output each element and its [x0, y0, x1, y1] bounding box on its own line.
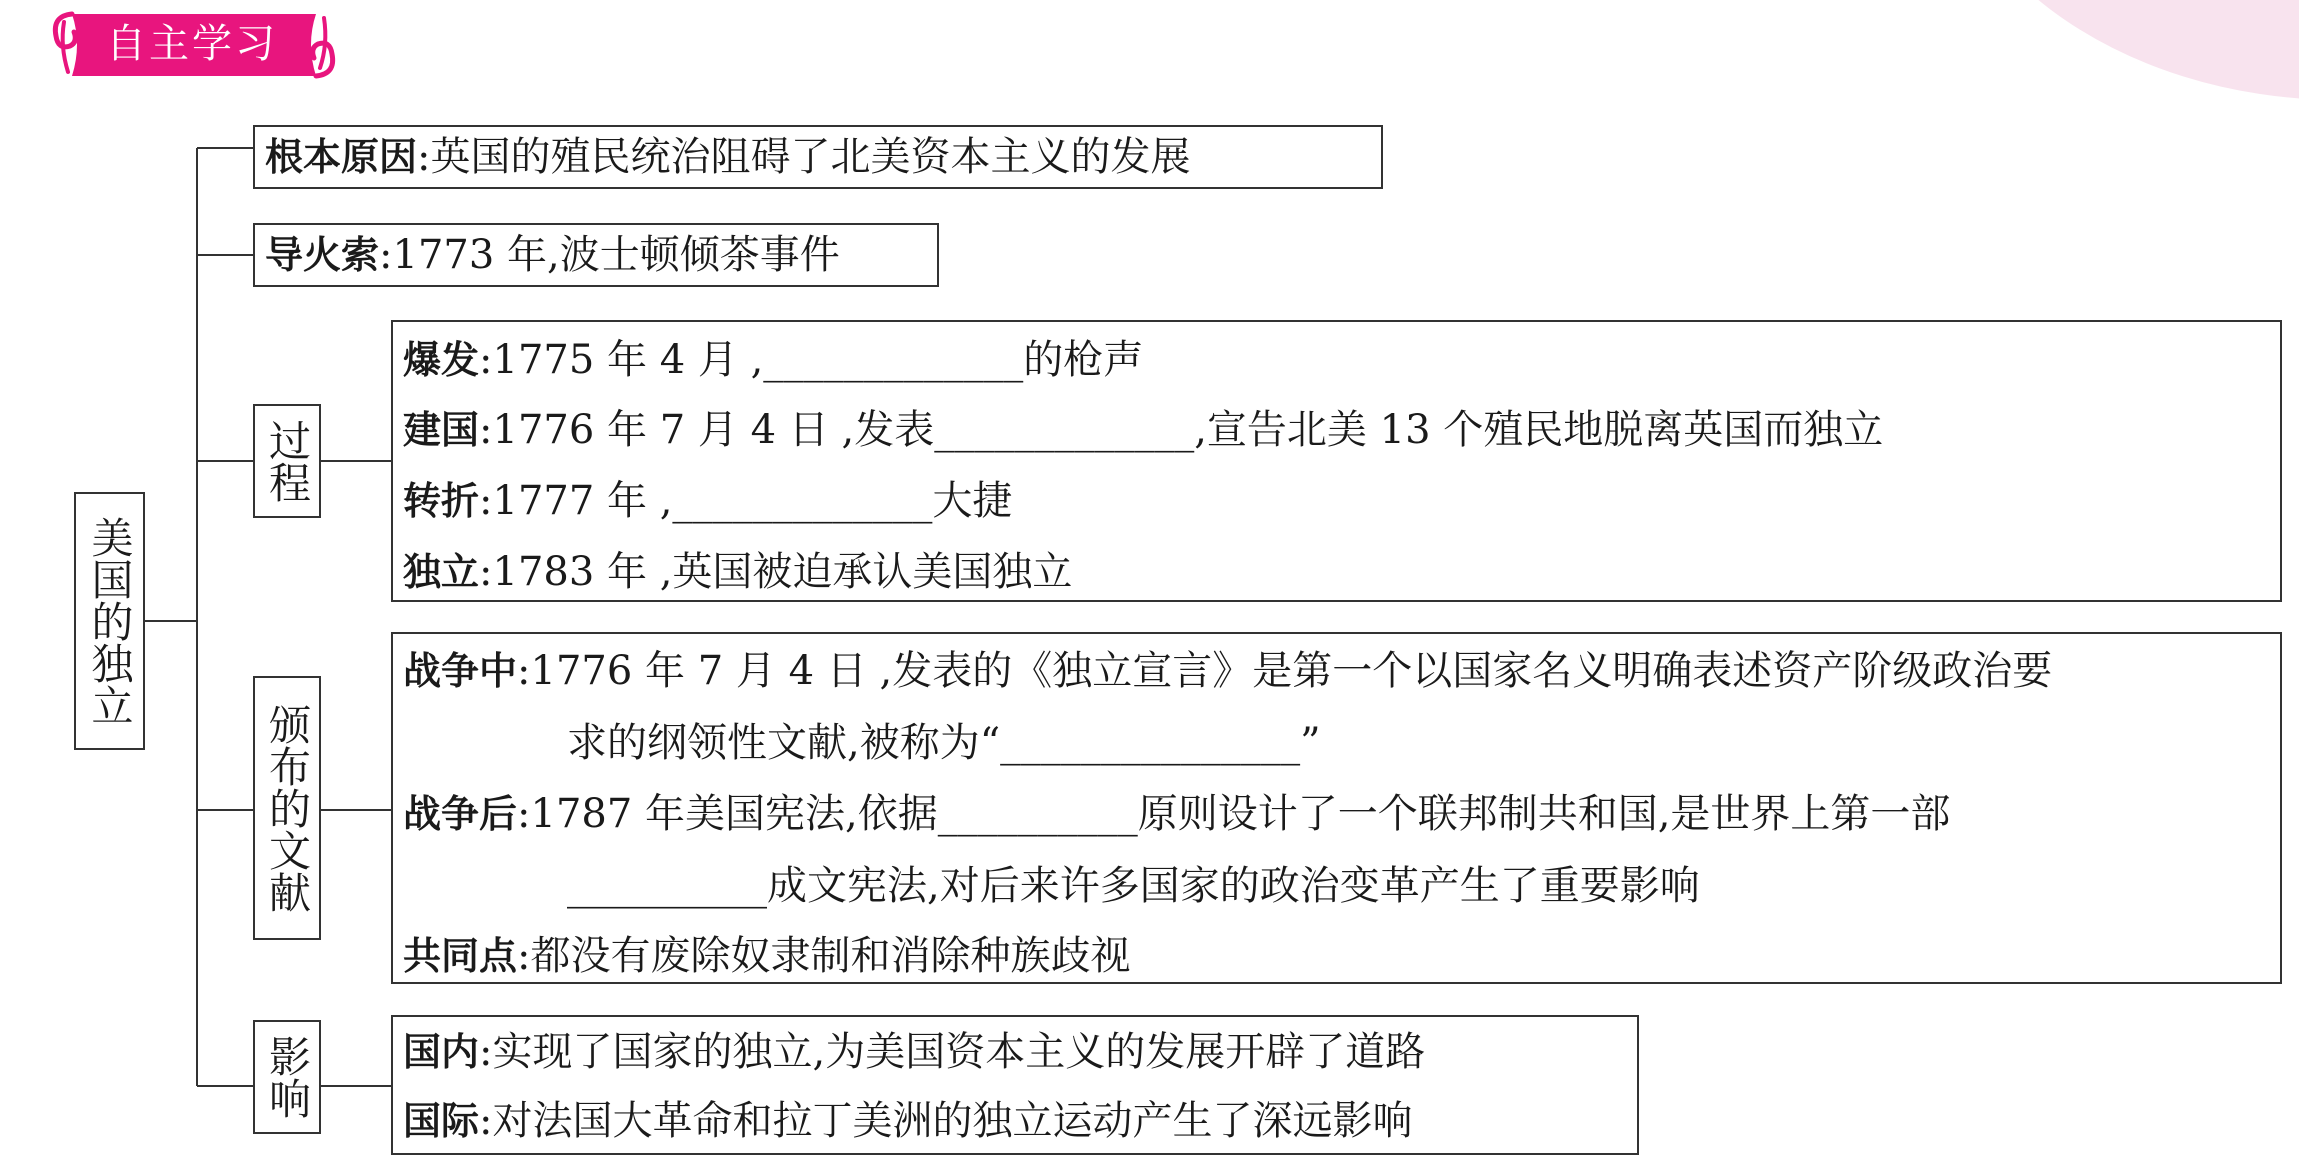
process-item-label: 爆发 — [403, 338, 480, 382]
process-node — [253, 404, 321, 518]
process-item-text: :1775 年 4 月 ,_____________的枪声 — [479, 337, 1144, 383]
process-item — [403, 465, 1012, 537]
process-item-label: 转折 — [403, 479, 480, 523]
documents-item-continuation: 求的纲领性文献,被称为“_______________” — [567, 720, 1321, 766]
impact-item — [403, 1016, 1425, 1088]
documents-item-text: :1787 年美国宪法,依据__________原则设计了一个联邦制共和国,是世界上第一部 — [517, 791, 1951, 837]
process-item-text: :1783 年 ,英国被迫承认美国独立 — [479, 549, 1073, 595]
documents-node — [253, 676, 321, 940]
fuse-label: 导火索 — [265, 233, 380, 277]
process-item — [403, 536, 1072, 608]
impact-title: 影响 — [263, 1035, 312, 1119]
documents-item — [403, 920, 1131, 992]
process-item-text: :1777 年 ,_____________大捷 — [479, 478, 1013, 524]
process-details — [391, 320, 2282, 602]
documents-item-text: :1776 年 7 月 4 日 ,发表的《独立宣言》是第一个以国家名义明确表述资产阶级政治要 — [517, 648, 2053, 694]
documents-title: 颁布的文献 — [263, 703, 312, 913]
documents-item — [403, 778, 1950, 850]
impact-item-text: :实现了国家的独立,为美国资本主义的发展开辟了道路 — [479, 1029, 1426, 1075]
root-node-text: 美国的独立 — [85, 516, 135, 726]
documents-item-label: 战争中 — [403, 649, 518, 693]
documents-item-continuation: __________成文宪法,对后来许多国家的政治变革产生了重要影响 — [567, 863, 1700, 909]
documents-item-label: 战争后 — [403, 792, 518, 836]
fuse-text: :1773 年,波士顿倾茶事件 — [379, 232, 840, 278]
impact-item-label: 国内 — [403, 1030, 480, 1074]
process-item — [403, 394, 1883, 466]
impact-item-label: 国际 — [403, 1099, 480, 1143]
impact-node — [253, 1020, 321, 1134]
process-title: 过程 — [263, 419, 312, 503]
documents-details — [391, 632, 2282, 984]
documents-item-label: 共同点 — [403, 934, 518, 978]
impact-details — [391, 1015, 1639, 1155]
process-item — [403, 324, 1143, 396]
process-item-text: :1776 年 7 月 4 日 ,发表_____________,宣告北美 13 个殖民地脱离英国而独立 — [479, 407, 1884, 453]
cause-node — [253, 125, 1383, 189]
cause-label: 根本原因 — [265, 135, 418, 179]
process-item-label: 独立 — [403, 550, 480, 594]
impact-item — [403, 1085, 1413, 1157]
process-item-label: 建国 — [403, 408, 480, 452]
documents-item — [403, 635, 2052, 707]
documents-item-text: :都没有废除奴隶制和消除种族歧视 — [517, 933, 1131, 979]
cause-text: :英国的殖民统治阻碍了北美资本主义的发展 — [417, 134, 1191, 180]
banner-title: 自主学习 — [106, 21, 278, 67]
impact-item-text: :对法国大革命和拉丁美洲的独立运动产生了深远影响 — [479, 1098, 1413, 1144]
fuse-node — [253, 223, 939, 287]
root-node — [74, 492, 145, 750]
